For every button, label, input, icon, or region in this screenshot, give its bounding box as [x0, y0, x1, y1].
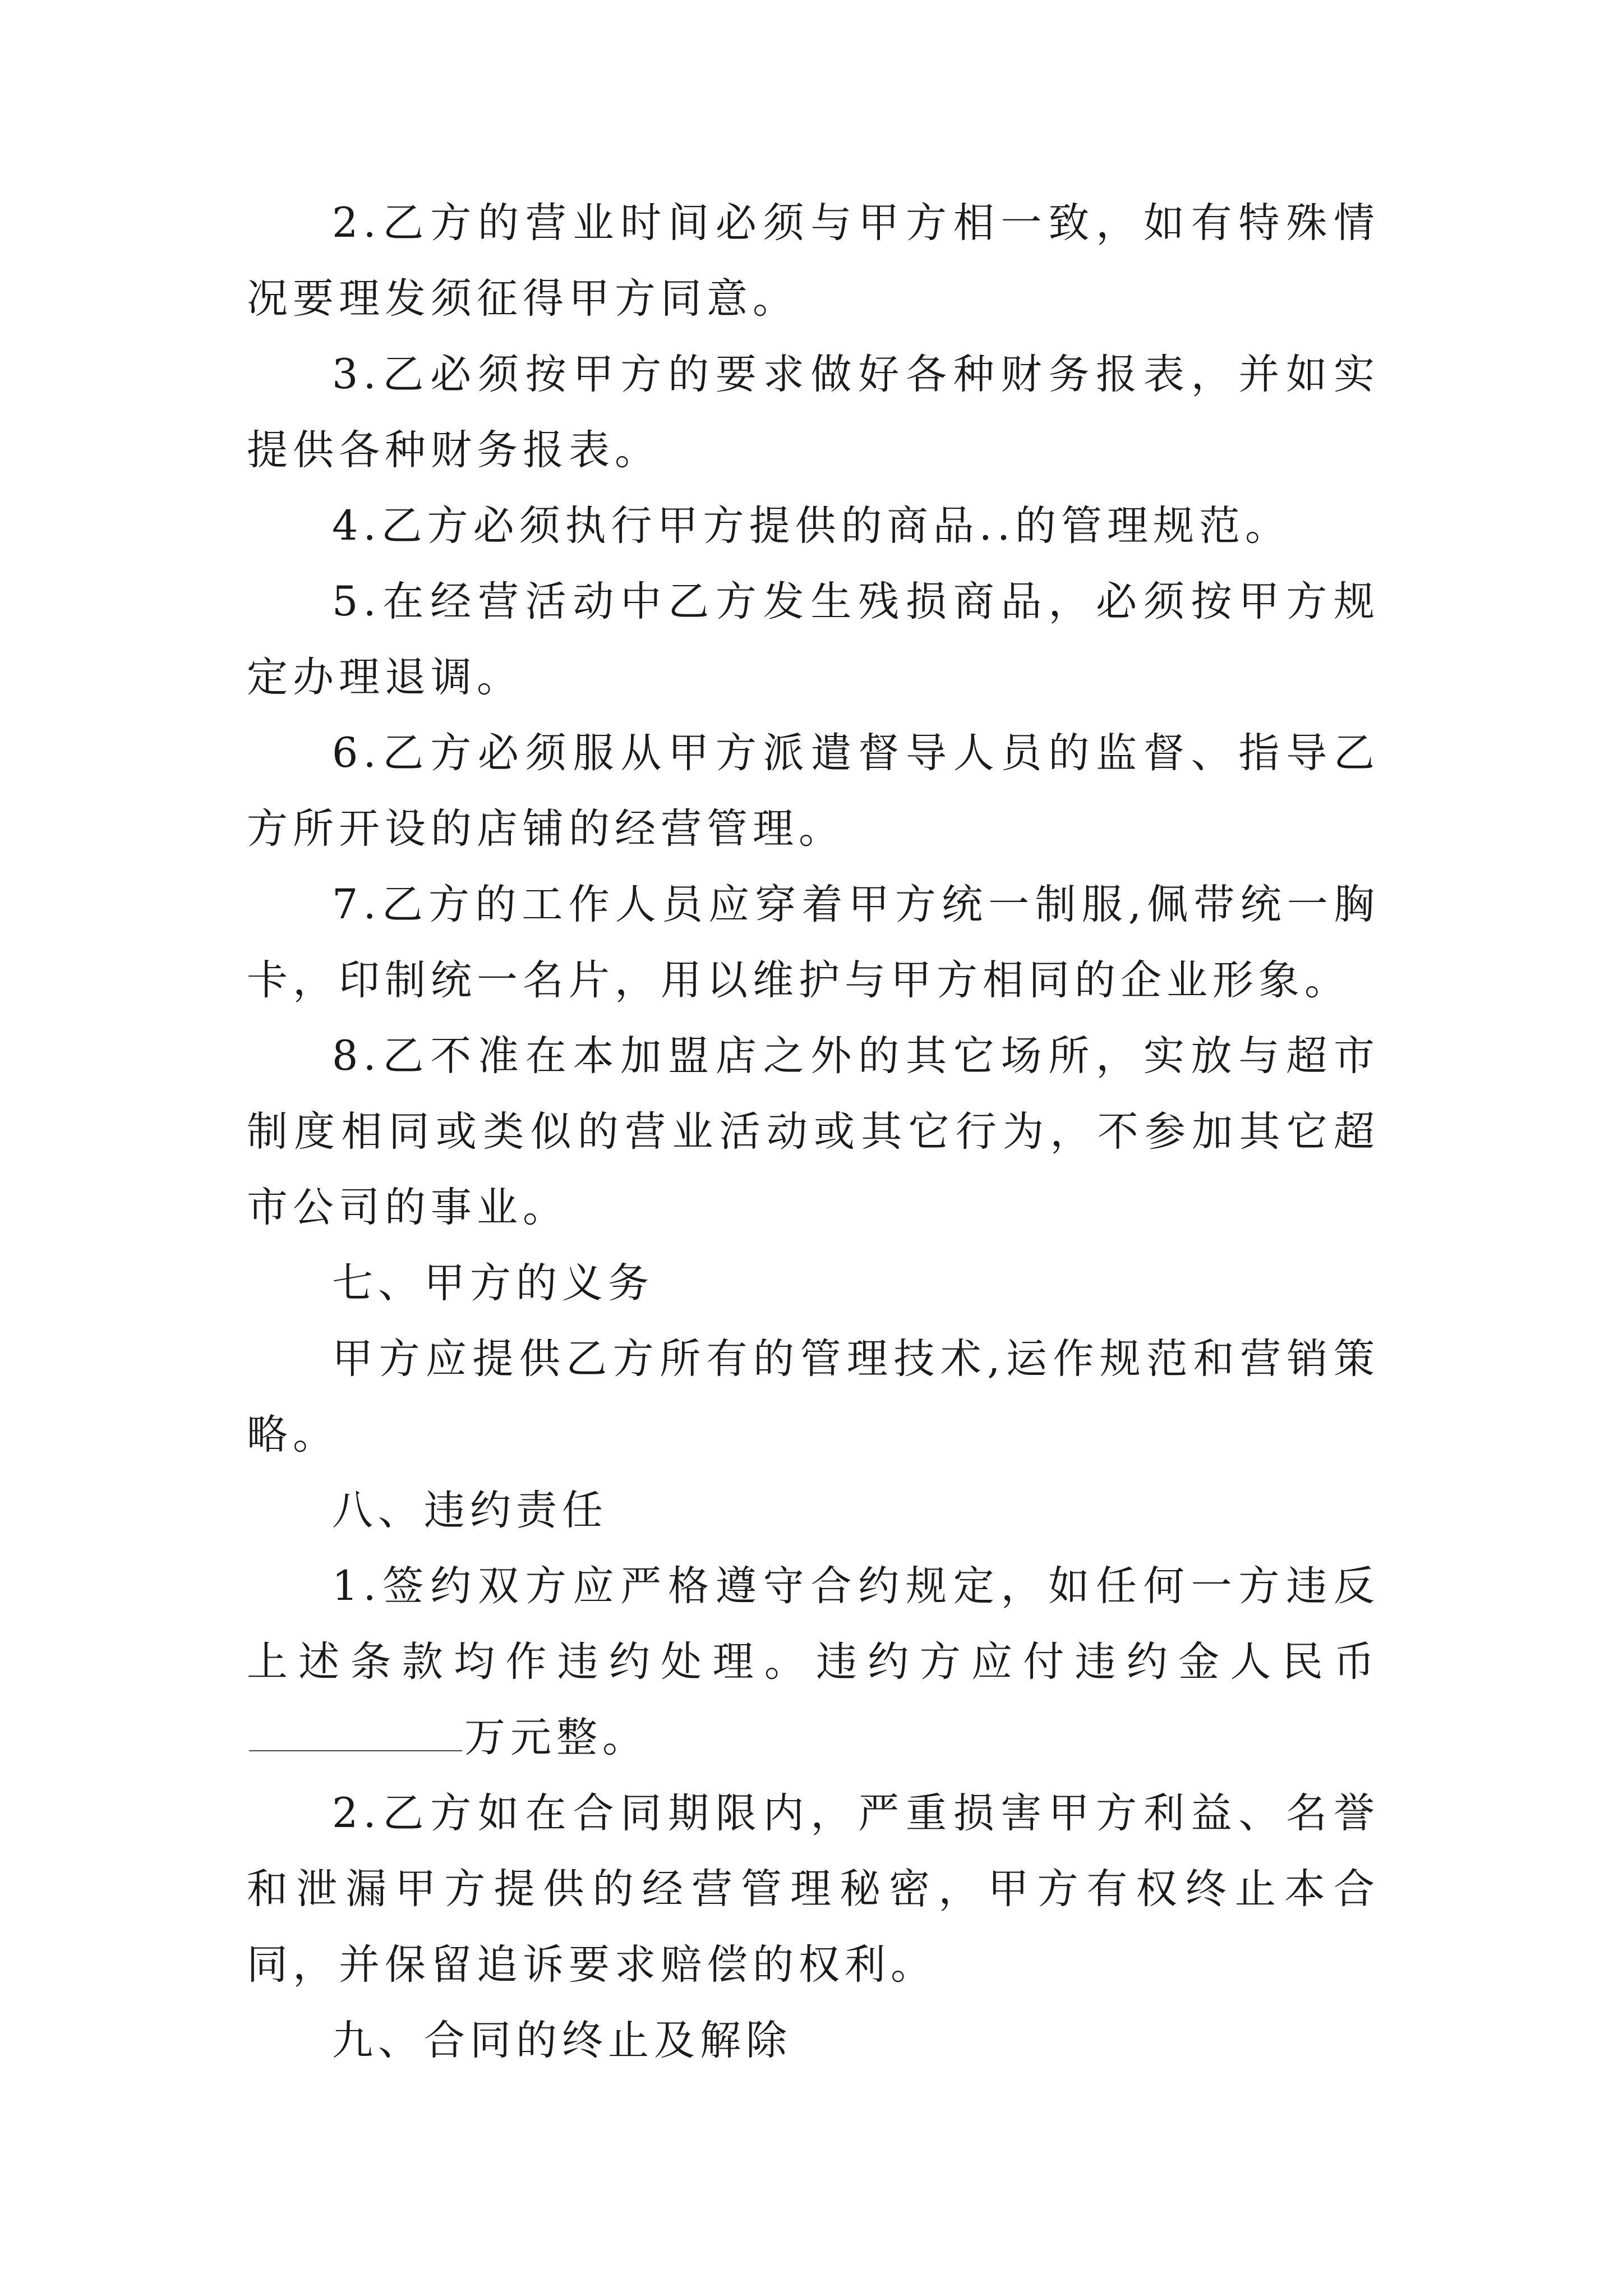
clause-6-supervision: 6.乙方必须服从甲方派遣督导人员的监督、指导乙方所开设的店铺的经营管理。	[247, 729, 1380, 853]
clause-8-non-compete: 8.乙不准在本加盟店之外的其它场所，实放与超市制度相同或类似的营业活动或其它行为，不参加其它超市公司的事业。	[247, 1032, 1380, 1231]
clause-7-uniforms: 7.乙方的工作人员应穿着甲方统一制服,佩带统一胸卡，印制统一名片，用以维护与甲方相同的企业形象。	[247, 881, 1380, 1004]
section-7-heading: 七、甲方的义务	[332, 1259, 654, 1307]
section-7-body: 甲方应提供乙方所有的管理技术,运作规范和营销策略。	[247, 1335, 1380, 1458]
section-8-heading: 八、违约责任	[332, 1487, 608, 1534]
clause-2-business-hours: 2.乙方的营业时间必须与甲方相一致，如有特殊情况要理发须征得甲方同意。	[247, 199, 1380, 323]
breach-clause-2: 2.乙方如在合同期限内，严重损害甲方利益、名誉和泄漏甲方提供的经营管理秘密，甲方有权终止本合同，并保留追诉要求赔偿的权利。	[247, 1789, 1380, 1989]
breach-clause-1	[247, 1548, 1380, 1775]
document-body	[247, 185, 1380, 2078]
clause-3-financial-reports: 3.乙必须按甲方的要求做好各种财务报表，并如实提供各种财务报表。	[247, 351, 1380, 474]
breach-clause-1-text-after: 万元整。	[464, 1714, 648, 1761]
penalty-amount-blank	[249, 1712, 462, 1751]
clause-5-damaged-goods: 5.在经营活动中乙方发生残损商品，必须按甲方规定办理退调。	[247, 578, 1380, 701]
clause-4-management-standards: 4.乙方必须执行甲方提供的商品..的管理规范。	[332, 502, 1292, 550]
breach-clause-1-text-before: 1.签约双方应严格遵守合约规定，如任何一方违反上述条款均作违约处理。违约方应付违约金人民币	[247, 1562, 1380, 1686]
section-9-heading: 九、合同的终止及解除	[332, 2017, 792, 2064]
